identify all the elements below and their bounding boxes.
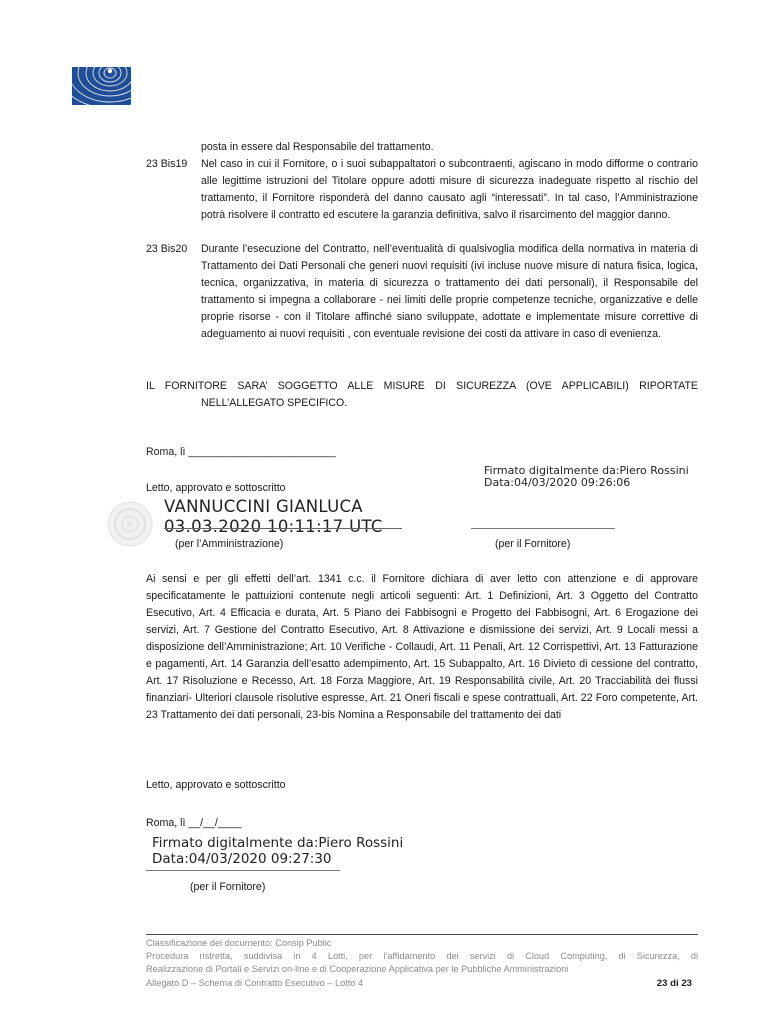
fornitore-digital-signature-2-line2: Data:04/03/2020 09:27:30 (152, 851, 332, 867)
signature-seal-watermark (106, 500, 154, 548)
fornitore-digital-signature-2-line1: Firmato digitalmente da:Piero Rossini (152, 835, 404, 851)
clause-number-bis19: 23 Bis19 (146, 158, 188, 170)
fornitore-digital-signature-line2: Data:04/03/2020 09:26:06 (484, 476, 631, 489)
admin-signature-date: 03.03.2020 10:11:17 UTC (164, 517, 383, 536)
admin-signature-label: (per l’Amministrazione) (175, 538, 284, 550)
clause-lead-line: posta in essere dal Responsabile del trattamento. (201, 141, 434, 153)
logo-swirl-icon (72, 67, 131, 105)
consip-logo (72, 67, 131, 105)
footer-classification: Classificazione del documento: Consip Public (146, 938, 332, 948)
security-note-line1: IL FORNITORE SARA’ SOGGETTO ALLE MISURE DI SICUREZZA (OVE APPLICABILI) RIPORTATE (146, 380, 698, 392)
clause-1341-paragraph: Ai sensi e per gli effetti dell’art. 1341 c.c. il Fornitore dichiara di aver letto con attenzione e di approvare specificatamente le pattuizioni contenute negli articoli seguenti: Art. 1 Definizioni, Art. 3 Oggetto del Contratto Esecutivo, Art. 4 Efficacia e durata, Art. 5 Piano dei Fabbisogni e Progetto dei Fabbisogni, Art. 6 Erogazione dei servizi, Art. 7 Gestione del Contratto Esecutivo, Art. 8 Attivazione e dismissione dei servizi, Art. 9 Locali messi a disposizione dell’Amministrazione; Art. 10 Verifiche - Collaudi, Art. 11 Penali, Art. 12 Corrispettivi, Art. 13 Fatturazione e pagamenti, Art. 14 Garanzia dell’esatto adempimento, Art. 15 Subappalto, Art. 16 Divieto di cessione del contratto, Art. 17 Risoluzione e Recesso, Art. 18 Forza Maggiore, Art. 19 Responsabilità civile, Art. 20 Tracciabilità dei flussi finanziari- Ulteriori clausole risolutive espresse, Art. 21 Oneri fiscali e spese contrattuali, Art. 22 Foro competente, Art. 23 Trattamento dei dati personali, 23-bis Nomina a Responsabile del trattamento dei dati (146, 573, 698, 721)
fornitore-signature-line-2 (146, 870, 340, 871)
footer-procedure-line2: Realizzazione di Portali e Servizi on-line e di Cooperazione Applicativa per le Pubbliche Amministrazioni (146, 964, 569, 974)
clause-text-bis19: Nel caso in cui il Fornitore, o i suoi subappaltatori o subcontraenti, agiscano in modo difforme o contrario alle legittime istruzioni del Titolare oppure adotti misure di sicurezza inadeguate rispetto al rischio del trattamento, il Fornitore risponderà del danno causato agli “interessati”. In tal caso, l’Amministrazione potrà risolvere il contratto ed escutere la garanzia definitiva, salvo il risarcimento del maggior danno. (201, 158, 698, 221)
fornitore-signature-label: (per il Fornitore) (495, 538, 571, 550)
security-note-line2: NELL’ALLEGATO SPECIFICO. (201, 397, 348, 409)
approved-signed-label-2: Letto, approvato e sottoscritto (146, 779, 286, 791)
clause-text-bis20: Durante l’esecuzione del Contratto, nell’eventualità di qualsivoglia modifica della normativa in materia di Trattamento dei Dati Personali che generi nuovi requisiti (ivi incluse nuove misure di natura fisica, logica, tecnica, organizzativa, in materia di sicurezza o trattamento dei dati personali), il Responsabile del trattamento si impegna a collaborare - nei limiti delle proprie competenze tecniche, organizzative e delle proprie risorse - con il Titolare affinché siano sviluppate, adottate e implementate misure correttive di adeguamento ai nuovi requisiti , con eventuale revisione dei costi da attivare in caso di evenienza. (201, 243, 698, 340)
fornitore-digital-signature-line1: Firmato digitalmente da:Piero Rossini (484, 464, 689, 477)
place-date-line: Roma, lì _________________________ (146, 446, 336, 458)
fornitore-signature-label-2: (per il Fornitore) (190, 881, 266, 893)
clause-number-bis20: 23 Bis20 (146, 243, 188, 255)
footer-divider (146, 934, 698, 935)
footer-page-number: 23 di 23 (656, 978, 692, 989)
place-date-line-2: Roma, lì __/__/____ (146, 817, 242, 829)
admin-signature-line (164, 528, 402, 529)
footer-procedure-line1: Procedura ristretta, suddivisa in 4 Lotti, per l’affidamento dei servizi di Cloud Computing, di Sicurezza, di (146, 951, 698, 961)
footer-attachment-title: Allegato D – Schema di Contratto Esecutivo – Lotto 4 (146, 978, 364, 988)
admin-signature-name: VANNUCCINI GIANLUCA (164, 497, 363, 516)
fornitore-signature-line (471, 528, 615, 529)
approved-signed-label: Letto, approvato e sottoscritto (146, 482, 286, 494)
